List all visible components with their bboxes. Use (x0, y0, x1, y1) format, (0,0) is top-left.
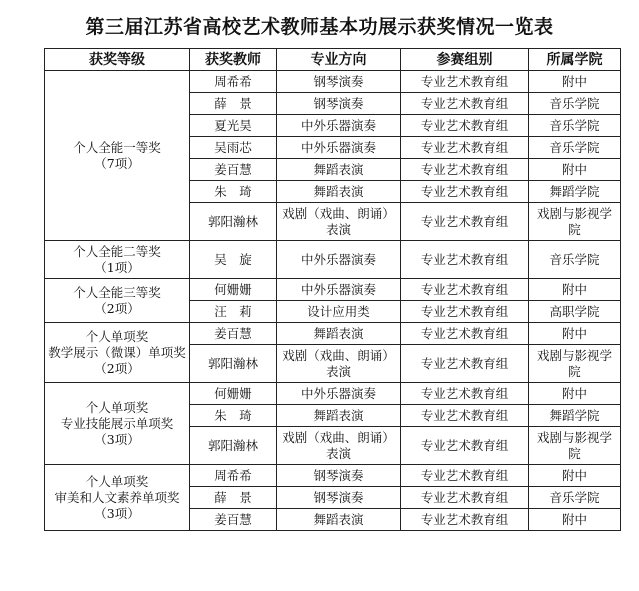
major-cell: 舞蹈表演 (277, 323, 401, 345)
group-cell: 专业艺术教育组 (401, 301, 529, 323)
page-title: 第三届江苏省高校艺术教师基本功展示获奖情况一览表 (85, 16, 554, 38)
award-level-line: 个人全能三等奖 (73, 284, 161, 300)
major-cell: 钢琴演奏 (277, 465, 401, 487)
award-level-line: （2项） (94, 360, 140, 376)
group-cell: 专业艺术教育组 (401, 487, 529, 509)
college-cell: 附中 (529, 279, 621, 301)
table-row (45, 323, 621, 345)
award-level-line: 专业技能展示单项奖 (60, 415, 174, 431)
college-cell: 舞蹈学院 (529, 181, 621, 203)
college-cell: 附中 (529, 159, 621, 181)
award-level-line: （7项） (94, 155, 140, 171)
teacher-cell: 姜百慧 (190, 159, 277, 181)
award-level-cell (45, 279, 190, 323)
major-cell: 中外乐器演奏 (277, 279, 401, 301)
college-cell: 附中 (529, 509, 621, 531)
header-award-level: 获奖等级 (45, 49, 190, 71)
award-level-line: （1项） (94, 259, 140, 275)
college-cell: 戏剧与影视学院 (529, 427, 621, 465)
college-cell: 音乐学院 (529, 487, 621, 509)
group-cell: 专业艺术教育组 (401, 345, 529, 383)
major-cell: 中外乐器演奏 (277, 241, 401, 279)
award-level-line: （2项） (94, 300, 140, 316)
table-header-row (45, 49, 621, 71)
group-cell: 专业艺术教育组 (401, 323, 529, 345)
teacher-cell: 郭阳瀚林 (190, 427, 277, 465)
major-cell: 中外乐器演奏 (277, 115, 401, 137)
group-cell: 专业艺术教育组 (401, 137, 529, 159)
table-row (45, 383, 621, 405)
teacher-cell: 何姗姗 (190, 383, 277, 405)
award-level-line: （3项） (94, 431, 140, 447)
group-cell: 专业艺术教育组 (401, 115, 529, 137)
award-level-line: （3项） (94, 505, 140, 521)
teacher-cell: 夏光昊 (190, 115, 277, 137)
header-major: 专业方向 (277, 49, 401, 71)
award-level-cell (45, 465, 190, 531)
major-cell: 舞蹈表演 (277, 509, 401, 531)
teacher-cell: 吴 旋 (190, 241, 277, 279)
header-college: 所属学院 (529, 49, 621, 71)
teacher-cell: 郭阳瀚林 (190, 203, 277, 241)
group-cell: 专业艺术教育组 (401, 509, 529, 531)
college-cell: 附中 (529, 465, 621, 487)
teacher-cell: 郭阳瀚林 (190, 345, 277, 383)
header-teacher: 获奖教师 (190, 49, 277, 71)
teacher-cell: 朱 琦 (190, 181, 277, 203)
teacher-cell: 薛 景 (190, 93, 277, 115)
award-level-cell (45, 383, 190, 465)
teacher-cell: 吴雨芯 (190, 137, 277, 159)
teacher-cell: 周希希 (190, 465, 277, 487)
major-cell: 舞蹈表演 (277, 159, 401, 181)
group-cell: 专业艺术教育组 (401, 383, 529, 405)
header-group: 参赛组别 (401, 49, 529, 71)
college-cell: 戏剧与影视学院 (529, 345, 621, 383)
award-table (44, 48, 621, 531)
college-cell: 戏剧与影视学院 (529, 203, 621, 241)
college-cell: 音乐学院 (529, 137, 621, 159)
group-cell: 专业艺术教育组 (401, 203, 529, 241)
teacher-cell: 姜百慧 (190, 509, 277, 531)
award-level-line: 审美和人文素养单项奖 (54, 489, 180, 505)
table-row (45, 279, 621, 301)
major-cell: 中外乐器演奏 (277, 137, 401, 159)
college-cell: 音乐学院 (529, 93, 621, 115)
group-cell: 专业艺术教育组 (401, 159, 529, 181)
table-row (45, 71, 621, 93)
award-level-line: 教学展示（微课）单项奖 (48, 344, 186, 360)
college-cell: 舞蹈学院 (529, 405, 621, 427)
award-level-cell (45, 323, 190, 383)
award-level-line: 个人全能二等奖 (73, 243, 161, 259)
award-level-cell (45, 241, 190, 279)
group-cell: 专业艺术教育组 (401, 279, 529, 301)
teacher-cell: 汪 莉 (190, 301, 277, 323)
group-cell: 专业艺术教育组 (401, 241, 529, 279)
college-cell: 高职学院 (529, 301, 621, 323)
major-cell: 钢琴演奏 (277, 487, 401, 509)
award-level-cell (45, 71, 190, 241)
award-level-line: 个人单项奖 (85, 473, 149, 489)
major-cell: 戏剧（戏曲、朗诵）表演 (277, 345, 401, 383)
award-level-line: 个人单项奖 (85, 328, 149, 344)
college-cell: 附中 (529, 71, 621, 93)
table-row (45, 241, 621, 279)
group-cell: 专业艺术教育组 (401, 405, 529, 427)
major-cell: 戏剧（戏曲、朗诵）表演 (277, 427, 401, 465)
group-cell: 专业艺术教育组 (401, 93, 529, 115)
teacher-cell: 薛 景 (190, 487, 277, 509)
college-cell: 音乐学院 (529, 115, 621, 137)
award-level-line: 个人单项奖 (85, 399, 149, 415)
award-table-body (45, 71, 621, 531)
major-cell: 设计应用类 (277, 301, 401, 323)
major-cell: 钢琴演奏 (277, 93, 401, 115)
teacher-cell: 何姗姗 (190, 279, 277, 301)
college-cell: 附中 (529, 383, 621, 405)
teacher-cell: 朱 琦 (190, 405, 277, 427)
major-cell: 中外乐器演奏 (277, 383, 401, 405)
group-cell: 专业艺术教育组 (401, 71, 529, 93)
college-cell: 音乐学院 (529, 241, 621, 279)
major-cell: 钢琴演奏 (277, 71, 401, 93)
major-cell: 舞蹈表演 (277, 405, 401, 427)
major-cell: 舞蹈表演 (277, 181, 401, 203)
teacher-cell: 周希希 (190, 71, 277, 93)
teacher-cell: 姜百慧 (190, 323, 277, 345)
group-cell: 专业艺术教育组 (401, 465, 529, 487)
award-level-line: 个人全能一等奖 (73, 139, 161, 155)
group-cell: 专业艺术教育组 (401, 181, 529, 203)
group-cell: 专业艺术教育组 (401, 427, 529, 465)
college-cell: 附中 (529, 323, 621, 345)
major-cell: 戏剧（戏曲、朗诵）表演 (277, 203, 401, 241)
table-row (45, 465, 621, 487)
